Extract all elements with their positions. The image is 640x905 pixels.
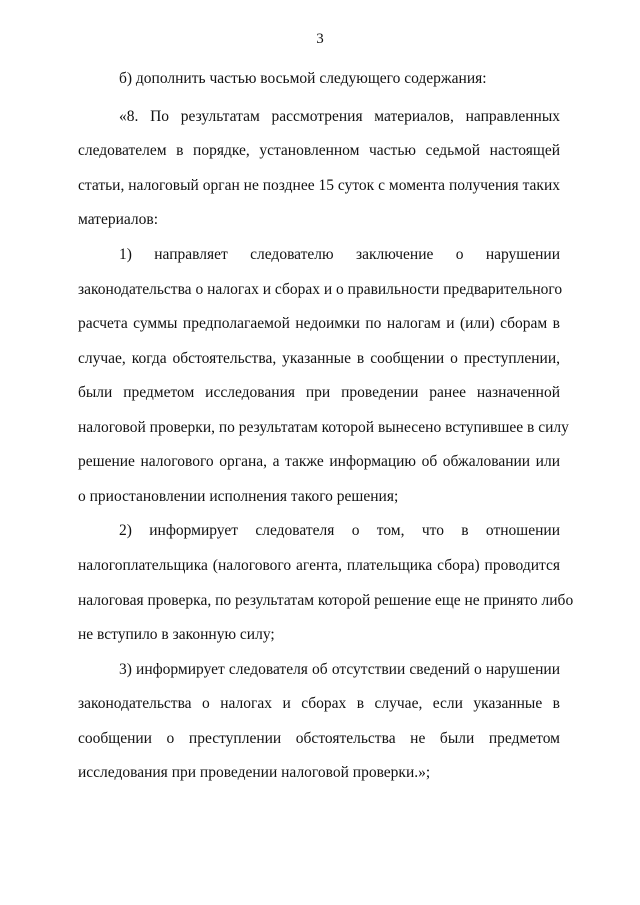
text-line: расчета суммы предполагаемой недоимки по налогам и (или) сборам в <box>78 315 560 332</box>
text-line: налогоплательщика (налогового агента, плательщика сбора) проводится <box>78 557 560 574</box>
page-number: 3 <box>316 31 324 47</box>
text-line: налоговая проверка, по результатам которой решение еще не принято либо <box>78 592 574 609</box>
text-line: 2) информирует следователя о том, что в отношении <box>119 522 560 539</box>
text-line: 1) направляет следователю заключение о нарушении <box>119 246 560 263</box>
text-line: исследования при проведении налоговой проверки.»; <box>78 764 431 781</box>
text-line: налоговой проверки, по результатам которой вынесено вступившее в силу <box>78 419 569 436</box>
text-line: следователем в порядке, установленном частью седьмой настоящей <box>78 142 560 159</box>
text-line: б) дополнить частью восьмой следующего содержания: <box>119 70 487 87</box>
text-line: не вступило в законную силу; <box>78 626 275 643</box>
text-line: 3) информирует следователя об отсутствии сведений о нарушении <box>119 661 560 678</box>
text-line: материалов: <box>78 211 159 228</box>
text-line: законодательства о налогах и сборах в случае, если указанные в <box>78 695 560 712</box>
text-line: статьи, налоговый орган не позднее 15 суток с момента получения таких <box>78 177 560 194</box>
text-line: о приостановлении исполнения такого решения; <box>78 488 399 505</box>
text-line: случае, когда обстоятельства, указанные в сообщении о преступлении, <box>78 350 560 367</box>
text-line: сообщении о преступлении обстоятельства не были предметом <box>78 730 560 747</box>
text-line: решение налогового органа, а также информацию об обжаловании или <box>78 453 560 470</box>
text-line: были предметом исследования при проведении ранее назначенной <box>78 384 560 401</box>
text-line: законодательства о налогах и сборах и о правильности предварительного <box>78 281 563 298</box>
text-line: «8. По результатам рассмотрения материалов, направленных <box>119 108 560 125</box>
